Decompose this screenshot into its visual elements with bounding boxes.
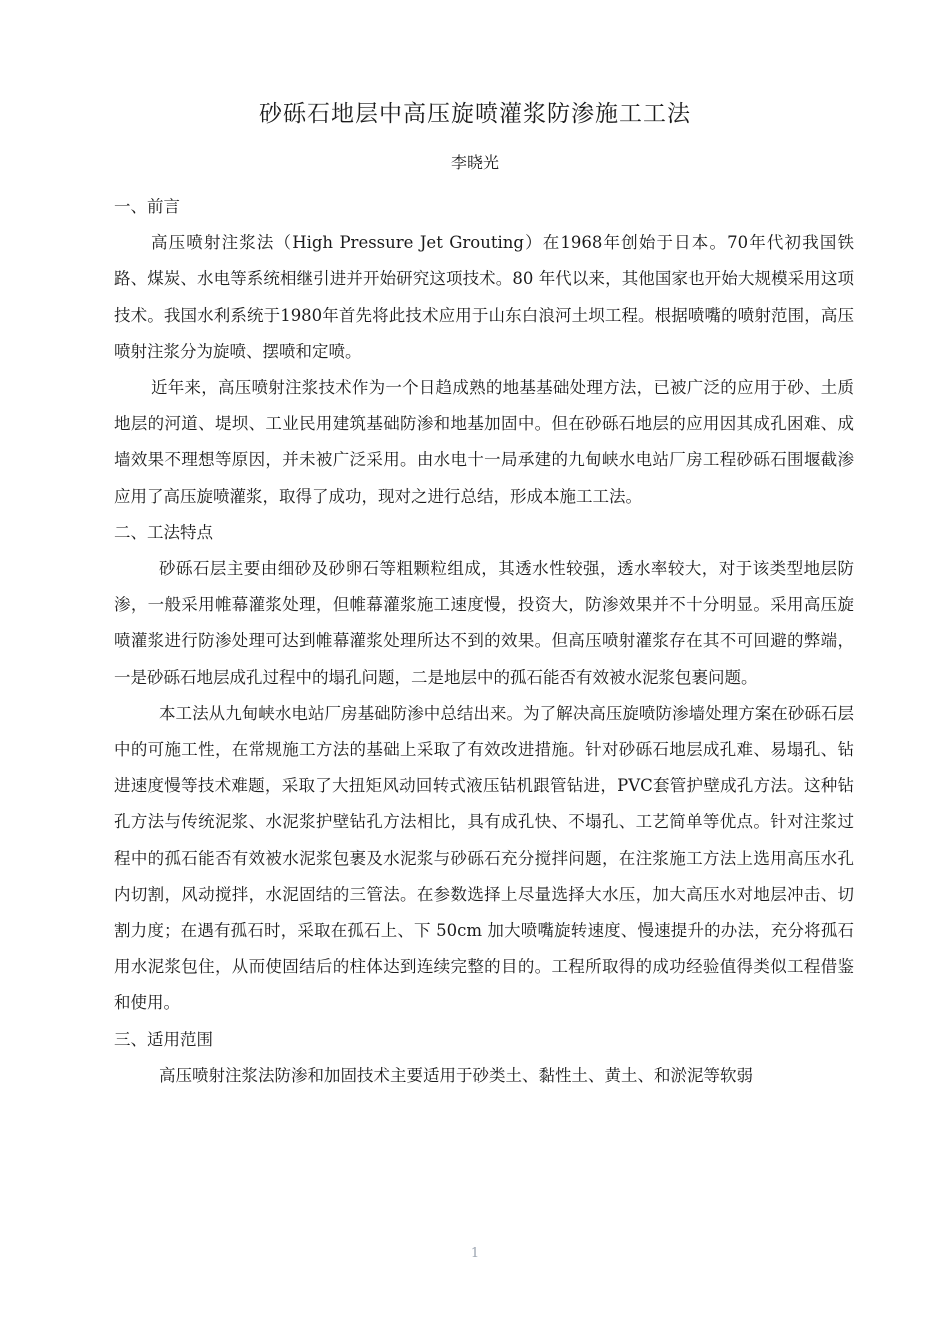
section-heading-features: 二、工法特点 <box>114 522 213 542</box>
paragraph: 本工法从九甸峡水电站厂房基础防渗中总结出来。为了解决高压旋喷防渗墙处理方案在砂砾石层中的可施工性，在常规施工方法的基础上采取了有效改进措施。针对砂砾石地层成孔难、易塌孔、钻进速度慢等技术难题，采取了大扭矩风动回转式液压钻机跟管钻进，PVC套管护壁成孔方法。这种钻孔方法与传统泥浆、水泥浆护壁钻孔方法相比，具有成孔快、不塌孔、工艺简单等优点。针对注浆过程中的孤石能否有效被水泥浆包裹及水泥浆与砂砾石充分搅拌问题，在注浆施工方法上选用高压水孔内切割，风动搅拌，水泥固结的三管法。在参数选择上尽量选择大水压，加大高压水对地层冲击、切割力度；在遇有孤石时，采取在孤石上、下 50cm 加大喷嘴旋转速度、慢速提升的办法，充分将孤石用水泥浆包住，从而使固结后的柱体达到连续完整的目的。工程所取得的成功经验值得类似工程借鉴和使用。 <box>114 703 854 1013</box>
document-body <box>114 189 854 1094</box>
paragraph: 砂砾石层主要由细砂及砂卵石等粗颗粒组成，其透水性较强，透水率较大，对于该类型地层防渗，一般采用帷幕灌浆处理，但帷幕灌浆施工速度慢，投资大，防渗效果并不十分明显。采用高压旋喷灌浆进行防渗处理可达到帷幕灌浆处理所达不到的效果。但高压喷射灌浆存在其不可回避的弊端，一是砂砾石地层成孔过程中的塌孔问题，二是地层中的孤石能否有效被水泥浆包裹问题。 <box>114 559 854 687</box>
section-heading-preface: 一、前言 <box>114 197 180 216</box>
paragraph: 高压喷射注浆法（High Pressure Jet Grouting）在1968年创始于日本。70年代初我国铁路、煤炭、水电等系统相继引进并开始研究这项技术。80 年代以来，其他国家也开始大规模采用这项技术。我国水利系统于1980年首先将此技术应用于山东白浪河土坝工程。根据喷嘴的喷射范围，高压喷射注浆分为旋喷、摆喷和定喷。 <box>114 233 854 361</box>
document-title: 砂砾石地层中高压旋喷灌浆防渗施工工法 <box>259 101 691 127</box>
page-number: 1 <box>470 1246 480 1261</box>
paragraph: 高压喷射注浆法防渗和加固技术主要适用于砂类土、黏性土、黄土、和淤泥等软弱 <box>159 1065 753 1085</box>
paragraph: 近年来，高压喷射注浆技术作为一个日趋成熟的地基基础处理方法，已被广泛的应用于砂、土质地层的河道、堤坝、工业民用建筑基础防渗和地基加固中。但在砂砾石地层的应用因其成孔困难、成墙效果不理想等原因，并未被广泛采用。由水电十一局承建的九甸峡水电站厂房工程砂砾石围堰截渗应用了高压旋喷灌浆，取得了成功，现对之进行总结，形成本施工工法。 <box>114 378 854 506</box>
section-heading-scope: 三、适用范围 <box>114 1029 213 1049</box>
document-author: 李晓光 <box>450 153 499 172</box>
